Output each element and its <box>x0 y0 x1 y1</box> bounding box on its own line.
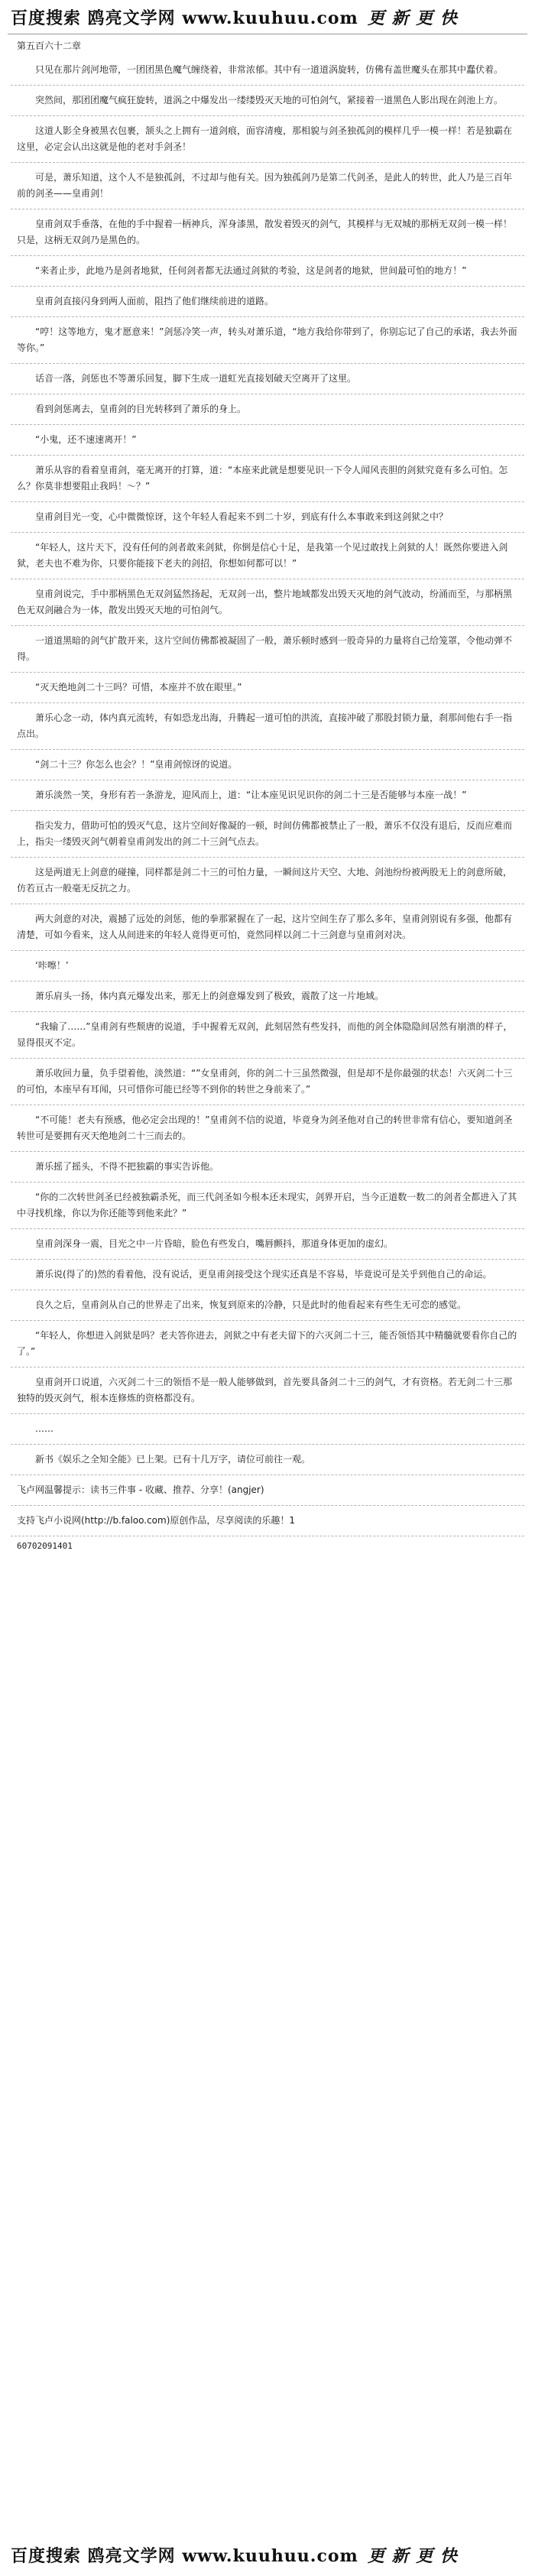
paragraph: 话音一落，剑惩也不等萧乐回复，脚下生成一道虹光直接划破天空离开了这里。 <box>11 364 524 394</box>
site-banner-bottom <box>0 2538 535 2571</box>
paragraph: ‘咔嚓！’ <box>11 951 524 981</box>
paragraph: “来者止步，此地乃是剑者地狱，任何剑者都无法通过剑狱的考验，这是剑者的地狱，世间最可怕的地方！” <box>11 256 524 287</box>
site-banner-top <box>0 0 535 34</box>
site-banner-text: 百度搜索 鸥亮文学网 www.kuuhuu.com <box>11 2545 358 2566</box>
paragraph: 皇甫剑目光一变，心中微微惊讶，这个年轻人看起来不到二十岁，到底有什么本事敢来到这剑狱之中？ <box>11 502 524 533</box>
paragraph: 皇甫剑直接闪身到两人面前，阻挡了他们继续前进的道路。 <box>11 287 524 317</box>
paragraph: 萧乐心念一动，体内真元流转，有如恐龙出海，升腾起一道可怕的洪流，直接冲破了那股封锁力量，刹那间他右手一指点出。 <box>11 703 524 750</box>
paragraph: “你的二次转世剑圣已经被独霸杀死，而三代剑圣如今根本还未现实，剑界开启，当今正道数一数二的剑者全都进入了其中寻找机缘，你以为你还能等到他来此？” <box>11 1183 524 1229</box>
chapter-body <box>0 55 535 1445</box>
paragraph: 突然间，那团团魔气疯狂旋转，道涡之中爆发出一缕缕毁灭天地的可怕剑气，紧接着一道黑色人影出现在剑池上方。 <box>11 86 524 116</box>
site-logo-text: 更 新 更 快 <box>367 2545 458 2566</box>
chapter-title: 第五百六十二章 <box>17 41 82 51</box>
paragraph: “我输了……”皇甫剑有些颓唐的说道，手中握着无双剑，此刻居然有些发抖，而他的剑全体隐隐间居然有崩溃的样子，显得很灭不定。 <box>11 1012 524 1059</box>
paragraph: 一道道黑暗的剑气扩散开来，这片空间仿佛都被凝固了一般，萧乐顿时感到一股奇异的力量将自己给笼罩，令他动弹不得。 <box>11 626 524 673</box>
paragraph: “年轻人，你想进入剑狱是吗？老夫答你进去，剑狱之中有老夫留下的六灭剑二十三，能否领悟其中精髓就要看你自己的了。” <box>11 1321 524 1367</box>
paragraph: “不可能！老夫有预感，他必定会出现的！”皇甫剑不信的说道，毕竟身为剑圣他对自己的转世非常有信心，要知道剑圣转世可是要拥有灭天绝地剑二十三而去的。 <box>11 1105 524 1152</box>
paragraph: 萧乐收回力量，负手望着他，淡然道：“”女皇甫剑，你的剑二十三虽然微强，但是却不是你最强的状态！六灭剑二十三的可怕，本座早有耳闻，只可惜你可能已经等不到你的转世之身前来了。” <box>11 1059 524 1105</box>
paragraph: 萧乐说(得了的)然的看着他，没有说话，更皇甫剑接受这个现实还真是不容易，毕竟说可是关乎到他自己的命运。 <box>11 1260 524 1290</box>
paragraph: 皇甫剑深身一震，目光之中一片昏暗，脸色有些发白，嘴唇颤抖，那道身体更加的虚幻。 <box>11 1229 524 1260</box>
paragraph: 皇甫剑开口说道，六灭剑二十三的领悟不是一般人能够做到，首先要具备剑二十三的剑气，才有资格。若无剑二十三那独特的毁灭剑气，根本连修炼的资格都没有。 <box>11 1367 524 1414</box>
paragraph: 看到剑惩离去，皇甫剑的目光转移到了萧乐的身上。 <box>11 394 524 425</box>
reader-tip: 飞卢网温馨提示：读书三件事 - 收藏、推荐、分享！(angjer) <box>11 1475 524 1506</box>
site-banner-text: 百度搜索 鸥亮文学网 www.kuuhuu.com <box>11 8 358 28</box>
site-logo-text: 更 新 更 快 <box>367 8 458 28</box>
paragraph: 这是两道无上剑意的碰撞，同样都是剑二十三的可怕力量，一瞬间这片天空、大地、剑池纷纷被两股无上的剑意所破，仿若亘古一般毫无反抗之力。 <box>11 858 524 904</box>
paragraph: 只见在那片剑河地带，一团团黑色魔气缠绕着，非常浓郁。其中有一道道涡旋转，仿佛有盖世魔头在那其中蠢伏着。 <box>11 55 524 86</box>
paragraph: 萧乐从容的看着皇甫剑，毫无离开的打算，道：“本座来此就是想要见识一下令人闻风丧胆的剑狱究竟有多么可怕。怎么？你莫非想要阻止我吗！～？” <box>11 456 524 502</box>
paragraph: 皇甫剑双手垂落，在他的手中握着一柄神兵，浑身漆黑，散发着毁灭的剑气，其模样与无双城的那柄无双剑一模一样！只是，这柄无双剑乃是黑色的。 <box>11 209 524 256</box>
paragraph: 萧乐摇了摇头，不得不把独霸的事实告诉他。 <box>11 1152 524 1183</box>
paragraph: 良久之后，皇甫剑从自己的世界走了出来，恢复到原来的冷静，只是此时的他看起来有些生无可恋的感觉。 <box>11 1290 524 1321</box>
paragraph: 萧乐肩头一扬，体内真元爆发出来，那无上的剑意爆发到了极致，震散了这一片地域。 <box>11 981 524 1012</box>
paragraph: …… <box>11 1414 524 1445</box>
new-book-notice: 新书《娱乐之全知全能》已上架。已有十几万字，请位可前往一观。 <box>11 1445 524 1475</box>
paragraph: “哼！这等地方，鬼才愿意来！”剑惩冷笑一声，转头对萧乐道，“地方我给你带到了，你别忘记了自己的承诺，我去外面等你。” <box>11 317 524 364</box>
paragraph: “剑二十三？你怎么也会？！”皇甫剑惊讶的说道。 <box>11 750 524 780</box>
paragraph: 可是，萧乐知道，这个人不是独孤剑，不过却与他有关。因为独孤剑乃是第二代剑圣，是此人的转世，此人乃是三百年前的剑圣——皇甫剑！ <box>11 163 524 209</box>
chapter-footer <box>0 1445 535 1556</box>
paragraph: 皇甫剑说完，手中那柄黑色无双剑猛然扬起，无双剑一出，整片地域都发出毁天灭地的剑气波动，纷涌而至，与那柄黑色无双剑融合为一体，散发出毁灭天地的可怕剑气。 <box>11 579 524 626</box>
paragraph: 萧乐淡然一笑，身形有若一条游龙，迎风而上，道：“让本座见识见识你的剑二十三是否能够与本座一战！” <box>11 780 524 811</box>
chapter-code: 60702091401 <box>17 1541 73 1551</box>
paragraph: “灭天绝地剑二十三吗？可惜，本座并不放在眼里。” <box>11 673 524 703</box>
paragraph: 这道人影全身被黑衣包裹，颔头之上拥有一道剑痕，面容清瘦，那相貌与剑圣独孤剑的模样几乎一模一样！若是独霸在这里，必定会认出这就是他的老对手剑圣！ <box>11 116 524 163</box>
paragraph: 指尖发力，借助可怕的毁灭气息，这片空间好像凝的一顿，时间仿佛都被禁止了一般，萧乐不仅没有退后，反而应难而上，指尖一缕毁灭剑气朝着皇甫剑发出的剑二十三剑气点去。 <box>11 811 524 858</box>
paragraph: “小鬼，还不速速离开！” <box>11 425 524 456</box>
paragraph: 两大剑意的对决，震撼了远处的剑惩，他的拳那紧握在了一起，这片空间生存了那么多年，皇甫剑别说有多强，他都有清楚，可如今看来，这人从间进来的年轻人竟得更可怕，竟然同样以剑二十三剑意与皇甫剑对决。 <box>11 904 524 951</box>
paragraph: “年轻人，这片天下，没有任何的剑者敢来剑狱，你倒是信心十足，是我第一个见过敢找上剑狱的人！既然你要进入剑狱，老夫也不难为你，只要你能接下老夫的剑招，你想如何都可以！” <box>11 533 524 579</box>
support-link-text[interactable]: 支持飞卢小说网(http://b.faloo.com)原创作品，尽享阅读的乐趣！1 <box>11 1506 524 1536</box>
